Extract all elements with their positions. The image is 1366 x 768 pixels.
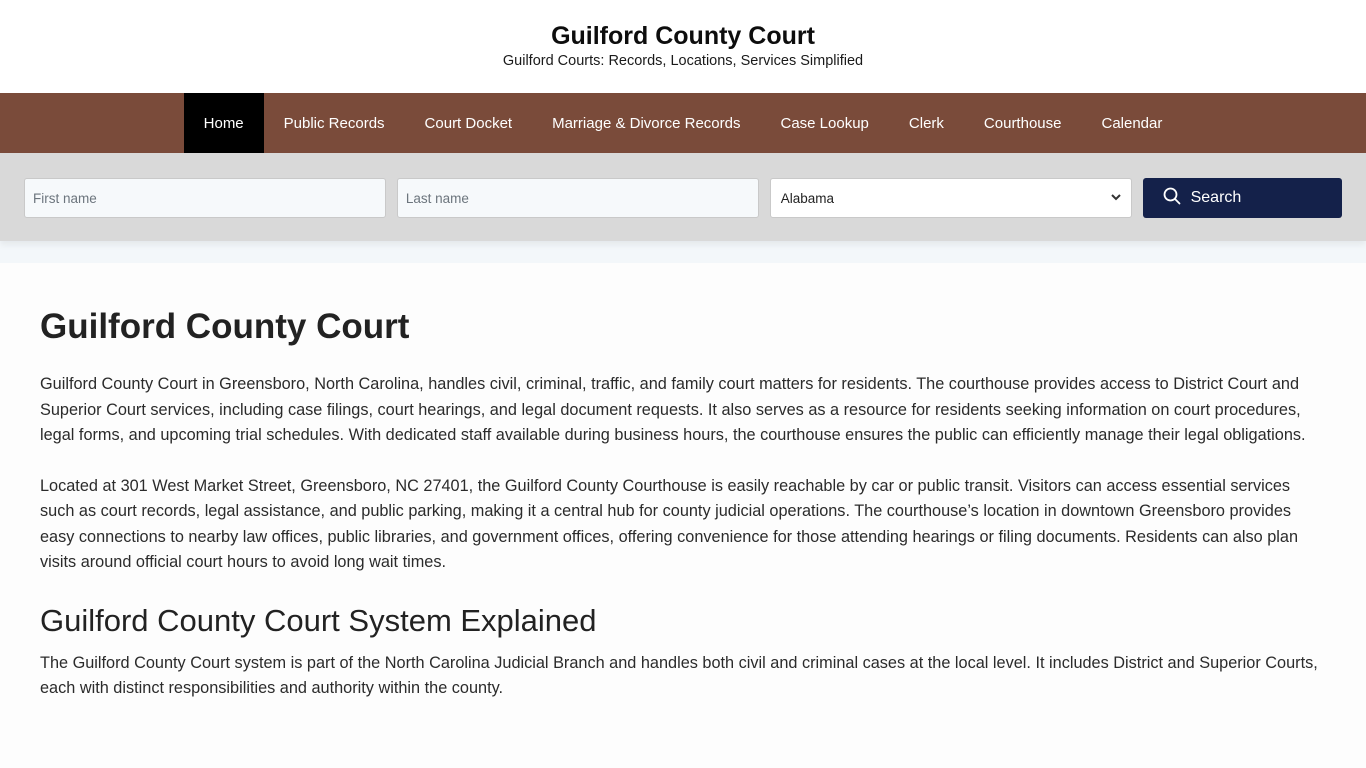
site-title[interactable]: Guilford County Court <box>551 22 815 50</box>
site-header <box>0 0 1366 93</box>
location-paragraph: Located at 301 West Market Street, Greensboro, NC 27401, the Guilford County Courthouse is easily reachable by car or public transit. Visitors can access essential services such as court records, legal assistance, and public parking, making it a central hub for county judicial operations. The courthouse’s location in downtown Greensboro provides easy connections to nearby law offices, public libraries, and government offices, offering convenience for those attending hearings or filing documents. Residents can also plan visits around official court hours to avoid long wait times. <box>40 476 1299 571</box>
nav-item-courthouse[interactable]: Courthouse <box>983 114 1062 132</box>
nav-item-public-records[interactable]: Public Records <box>283 114 385 132</box>
nav-item-clerk[interactable]: Clerk <box>908 114 944 132</box>
state-select-value: Alabama <box>780 190 835 206</box>
nav-item-case-lookup[interactable]: Case Lookup <box>780 114 869 132</box>
system-paragraph: The Guilford County Court system is part of the North Carolina Judicial Branch and handles both civil and criminal cases at the local level. It includes District and Superior Courts, each with distinct responsibilities and authority within the county. <box>40 653 1318 697</box>
main-nav <box>0 93 1366 153</box>
divider-band <box>0 241 1366 263</box>
search-button-label: Search <box>1190 189 1242 206</box>
search-bar <box>0 153 1366 241</box>
search-icon <box>1163 187 1181 210</box>
site-tagline: Guilford Courts: Records, Locations, Services Simplified <box>502 53 864 69</box>
last-name-input[interactable] <box>397 178 759 218</box>
search-button[interactable] <box>1143 178 1342 218</box>
nav-item-calendar[interactable]: Calendar <box>1101 114 1163 132</box>
section-heading: Guilford County Court System Explained <box>40 602 597 638</box>
nav-items <box>184 93 1183 153</box>
state-select[interactable] <box>770 178 1132 218</box>
chevron-down-icon <box>1111 192 1121 204</box>
nav-item-marriage-divorce-records[interactable]: Marriage & Divorce Records <box>552 114 741 132</box>
main-content <box>0 263 1366 702</box>
first-name-input[interactable] <box>24 178 386 218</box>
intro-paragraph: Guilford County Court in Greensboro, North Carolina, handles civil, criminal, traffic, and family court matters for residents. The courthouse provides access to District Court and Superior Court services, including case filings, court hearings, and legal document requests. It also serves as a resource for residents seeking information on court procedures, legal forms, and upcoming trial schedules. With dedicated staff available during business hours, the courthouse ensures the public can efficiently manage their legal obligations. <box>40 375 1306 444</box>
nav-item-home[interactable]: Home <box>184 93 264 153</box>
page-title: Guilford County Court <box>40 307 410 346</box>
nav-item-court-docket[interactable]: Court Docket <box>424 114 513 132</box>
